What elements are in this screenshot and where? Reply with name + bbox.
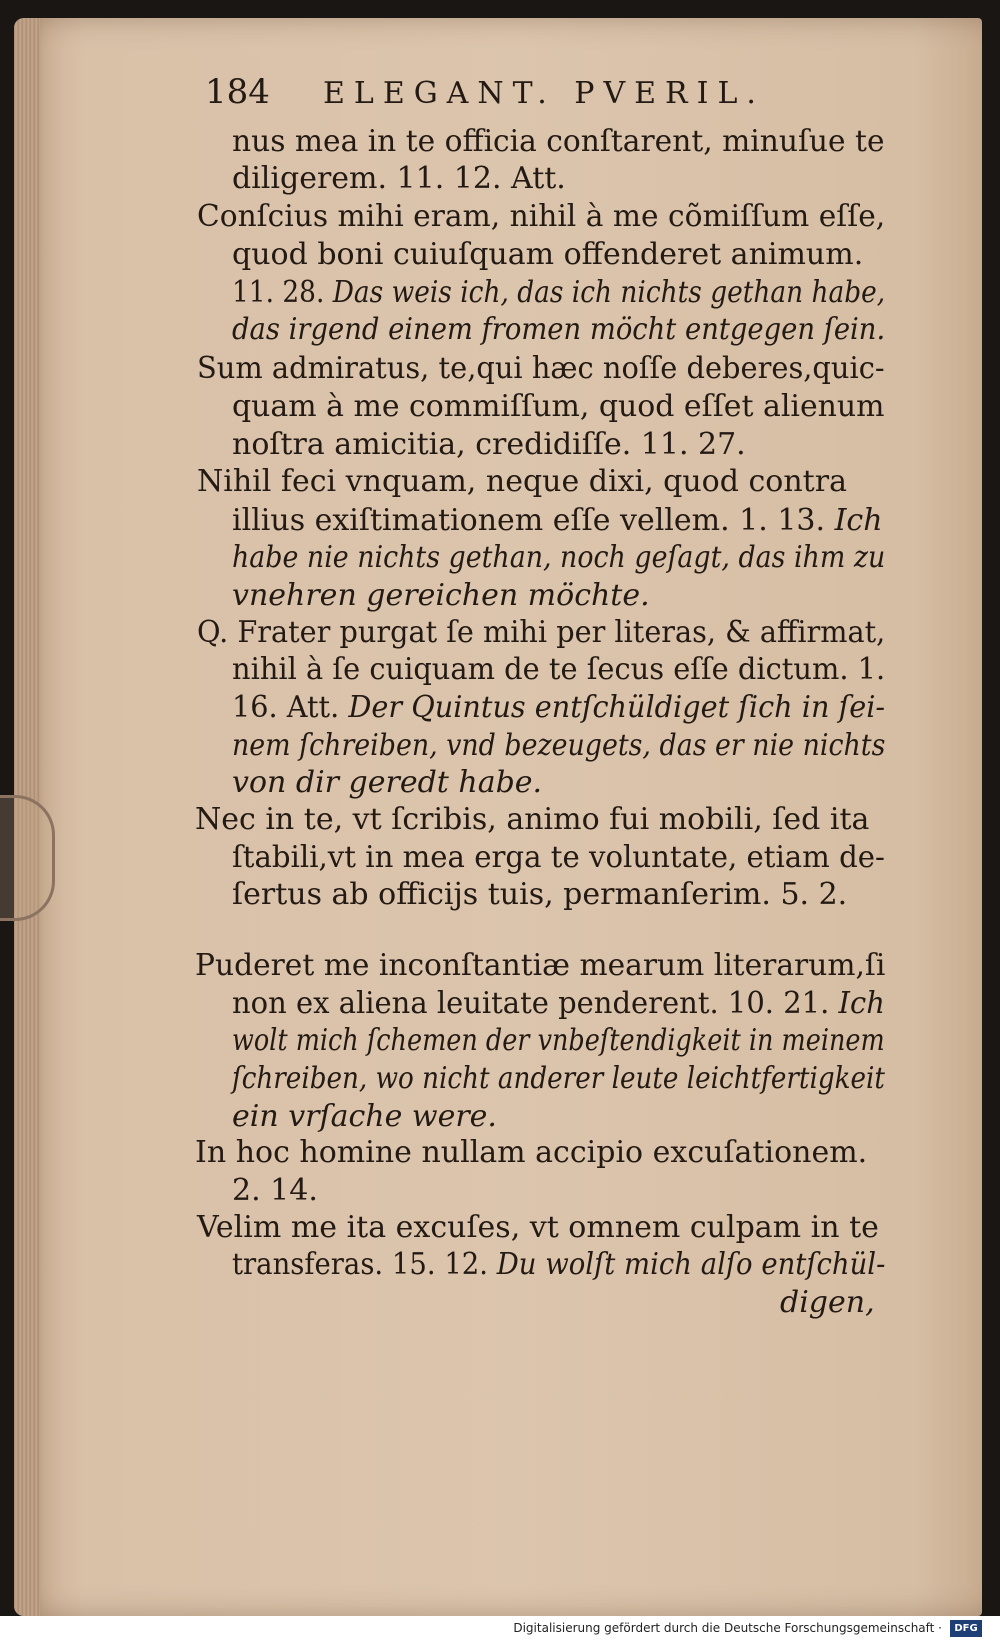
text-line — [232, 1172, 318, 1210]
german-translation-segment: ſchreiben, wo nicht anderer leute leichtfertigkeit — [232, 1061, 885, 1096]
text-line — [232, 1098, 497, 1136]
text-line — [232, 689, 885, 727]
text-line — [232, 764, 542, 802]
german-translation-segment: von dir geredt habe. — [232, 765, 543, 800]
text-line — [232, 160, 566, 198]
german-translation-segment: Das weis ich, das ich nichts gethan habe, — [332, 275, 886, 310]
latin-segment: non ex aliena leuitate penderent. 10. 21. — [232, 986, 839, 1021]
text-line — [197, 350, 885, 388]
text-line — [197, 1209, 879, 1247]
text-line — [232, 388, 885, 426]
text-line — [232, 236, 863, 274]
footer-bar — [0, 1616, 1000, 1642]
text-line — [232, 577, 650, 615]
german-translation-segment: Ich — [834, 503, 883, 538]
text-line — [232, 539, 885, 577]
latin-segment: Conſcius mihi eram, nihil à me cõmiſſum eſſe, — [197, 199, 886, 234]
latin-segment: 16. Att. — [232, 690, 349, 725]
german-translation-segment: das irgend einem fromen möcht entgegen ſein. — [232, 312, 886, 347]
text-line — [232, 1022, 885, 1060]
text-line — [232, 274, 885, 312]
latin-segment: quam à me commiſſum, quod eſſet alienum — [232, 389, 885, 424]
latin-segment: noſtra amicitia, credidiſſe. 11. 27. — [232, 427, 746, 462]
german-translation-segment: Ich — [838, 986, 885, 1021]
text-line — [232, 1246, 885, 1284]
running-title: ELEGANT. PVERIL. — [323, 76, 765, 111]
latin-segment: Q. Frater purgat ſe mihi per literas, & affirmat, — [197, 615, 886, 650]
german-translation-segment: digen, — [780, 1285, 875, 1320]
german-translation-segment: ein vrſache were. — [232, 1099, 497, 1134]
text-line — [195, 801, 869, 839]
page-number: 184 — [205, 72, 270, 112]
latin-segment: diligerem. 11. 12. Att. — [232, 161, 566, 196]
latin-segment: 2. 14. — [232, 1173, 318, 1208]
german-translation-segment: Du wolſt mich alſo entſchül- — [496, 1247, 886, 1282]
text-line — [195, 947, 885, 985]
text-line — [780, 1284, 875, 1322]
text-line — [232, 876, 847, 914]
latin-segment: nus mea in te officia conſtarent, minuſue te — [232, 124, 885, 159]
latin-segment: illius exiſtimationem eſſe vellem. 1. 13. — [232, 503, 835, 538]
text-line — [232, 502, 883, 540]
text-line — [232, 985, 885, 1023]
german-translation-segment: habe nie nichts gethan, noch geſagt, das ihm zu — [232, 540, 886, 575]
german-translation-segment: wolt mich ſchemen der vnbeſtendigkeit in meinem — [232, 1023, 885, 1058]
text-line — [195, 1134, 867, 1172]
text-line — [232, 651, 885, 689]
text-line — [197, 198, 885, 236]
latin-segment: ſtabili,vt in mea erga te voluntate, etiam de- — [232, 840, 885, 875]
german-translation-segment: nem ſchreiben, vnd bezeugets, das er nie nichts — [232, 728, 886, 763]
text-line — [197, 614, 885, 652]
latin-segment: transferas. 15. 12. — [232, 1247, 497, 1282]
latin-segment: nihil à ſe cuiquam de te ſecus eſſe dictum. 1. — [232, 652, 886, 687]
latin-segment: Velim me ita excuſes, vt omnem culpam in te — [197, 1210, 879, 1245]
dfg-logo: DFG — [950, 1620, 982, 1637]
latin-segment: quod boni cuiuſquam offenderet animum. — [232, 237, 864, 272]
german-translation-segment: vnehren gereichen möchte. — [232, 578, 650, 613]
latin-segment: 11. 28. — [232, 275, 333, 310]
text-line — [232, 727, 885, 765]
text-line — [232, 123, 885, 161]
text-line — [232, 426, 746, 464]
funding-credit: Digitalisierung gefördert durch die Deutsche Forschungsgemeinschaft · — [513, 1621, 942, 1635]
latin-segment: Nec in te, vt ſcribis, animo fui mobili, ſed ita — [195, 802, 870, 837]
text-line — [232, 1060, 885, 1098]
latin-segment: Nihil feci vnquam, neque dixi, quod contra — [197, 464, 847, 499]
text-line — [232, 839, 885, 877]
running-header — [205, 72, 855, 120]
german-translation-segment: Der Quintus entſchüldiget ſich in ſei- — [348, 690, 886, 725]
text-line — [197, 463, 847, 501]
clasp-shadow — [0, 795, 55, 921]
latin-segment: ſertus ab officijs tuis, permanſerim. 5. 2. — [232, 877, 848, 912]
latin-segment: Puderet me inconſtantiæ mearum literarum,ſi — [195, 948, 886, 983]
latin-segment: In hoc homine nullam accipio excuſationem. — [195, 1135, 868, 1170]
latin-segment: Sum admiratus, te,qui hæc noſſe deberes,quic- — [197, 351, 885, 386]
text-line — [232, 311, 885, 349]
